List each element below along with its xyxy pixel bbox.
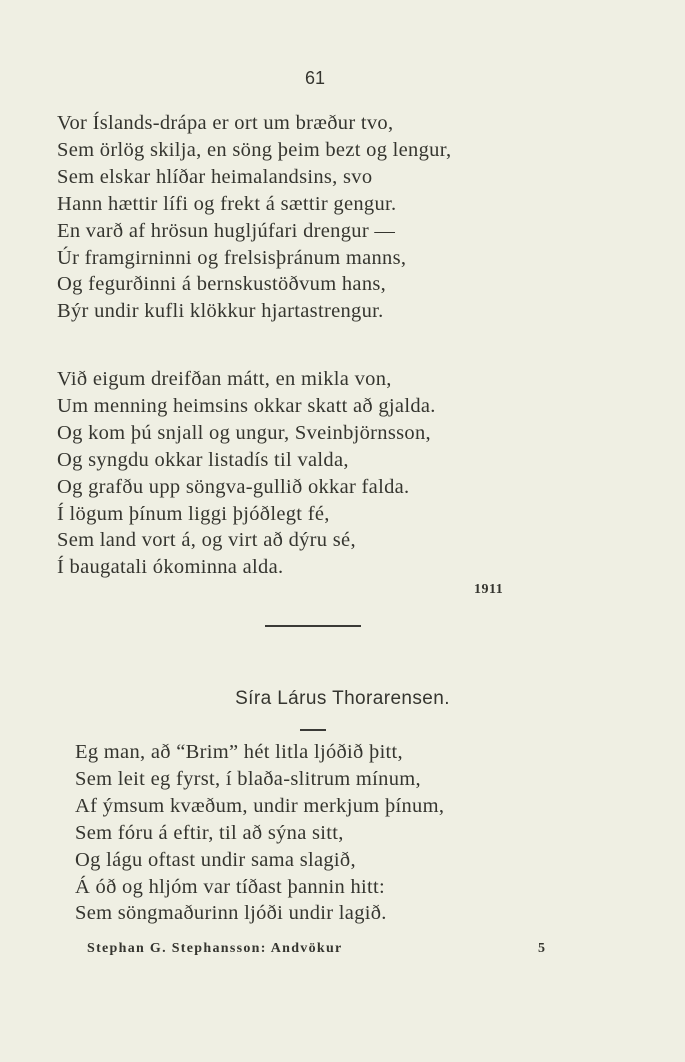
verse-line: Í baugatali ókominna alda. (57, 556, 284, 579)
poem-date: 1911 (474, 582, 504, 597)
page-number: 61 (304, 68, 326, 88)
signature-mark: 5 (538, 941, 545, 956)
verse-line: Á óð og hljóm var tíðast þannin hitt: (75, 875, 386, 898)
verse-line: Og lágu oftast undir sama slagið, (75, 848, 356, 871)
stanza-1 (57, 110, 451, 325)
verse-line: Eg man, að “Brim” hét litla ljóðið þitt, (75, 741, 403, 763)
verse-line: Hann hættir lífi og frekt á sættir gengur. (57, 192, 397, 215)
verse-line: Og kom þú snjall og ungur, Sveinbjörnsson, (57, 421, 431, 444)
verse-line: Sem elskar hlíðar heimalandsins, svo (57, 165, 373, 188)
verse-line: Og grafðu upp söngva-gullið okkar falda. (57, 475, 410, 498)
verse-line: Við eigum dreifðan mátt, en mikla von, (57, 368, 392, 390)
stanza-2 (57, 366, 436, 581)
verse-line: Vor Íslands-drápa er ort um bræður tvo, (57, 112, 394, 134)
running-footer: Stephan G. Stephansson: Andvökur (87, 941, 343, 956)
verse-line: Býr undir kufli klökkur hjartastrengur. (57, 300, 384, 323)
verse-line: Sem leit eg fyrst, í blaða-slitrum mínum, (75, 767, 421, 790)
verse-line: Og fegurðinni á bernskustöðvum hans, (57, 273, 387, 296)
poem-title: Síra Lárus Thorarensen. (235, 688, 450, 709)
verse-line: Sem söngmaðurinn ljóði undir lagið. (75, 902, 387, 925)
verse-line: Sem fóru á eftir, til að sýna sitt, (75, 821, 344, 844)
verse-line: Og syngdu okkar listadís til valda, (57, 448, 349, 471)
verse-line: Um menning heimsins okkar skatt að gjalda. (57, 394, 436, 417)
verse-line: Í lögum þínum liggi þjóðlegt fé, (57, 502, 330, 525)
verse-line: Sem land vort á, og virt að dýru sé, (57, 529, 356, 552)
verse-line: Af ýmsum kvæðum, undir merkjum þínum, (75, 794, 445, 817)
stanza-3 (75, 739, 444, 927)
section-divider (265, 625, 361, 627)
verse-line: Úr framgirninni og frelsisþránum manns, (57, 246, 407, 269)
verse-line: En varð af hrösun hugljúfari drengur — (57, 219, 396, 242)
title-dash (300, 729, 326, 731)
verse-line: Sem örlög skilja, en söng þeim bezt og lengur, (57, 138, 452, 161)
